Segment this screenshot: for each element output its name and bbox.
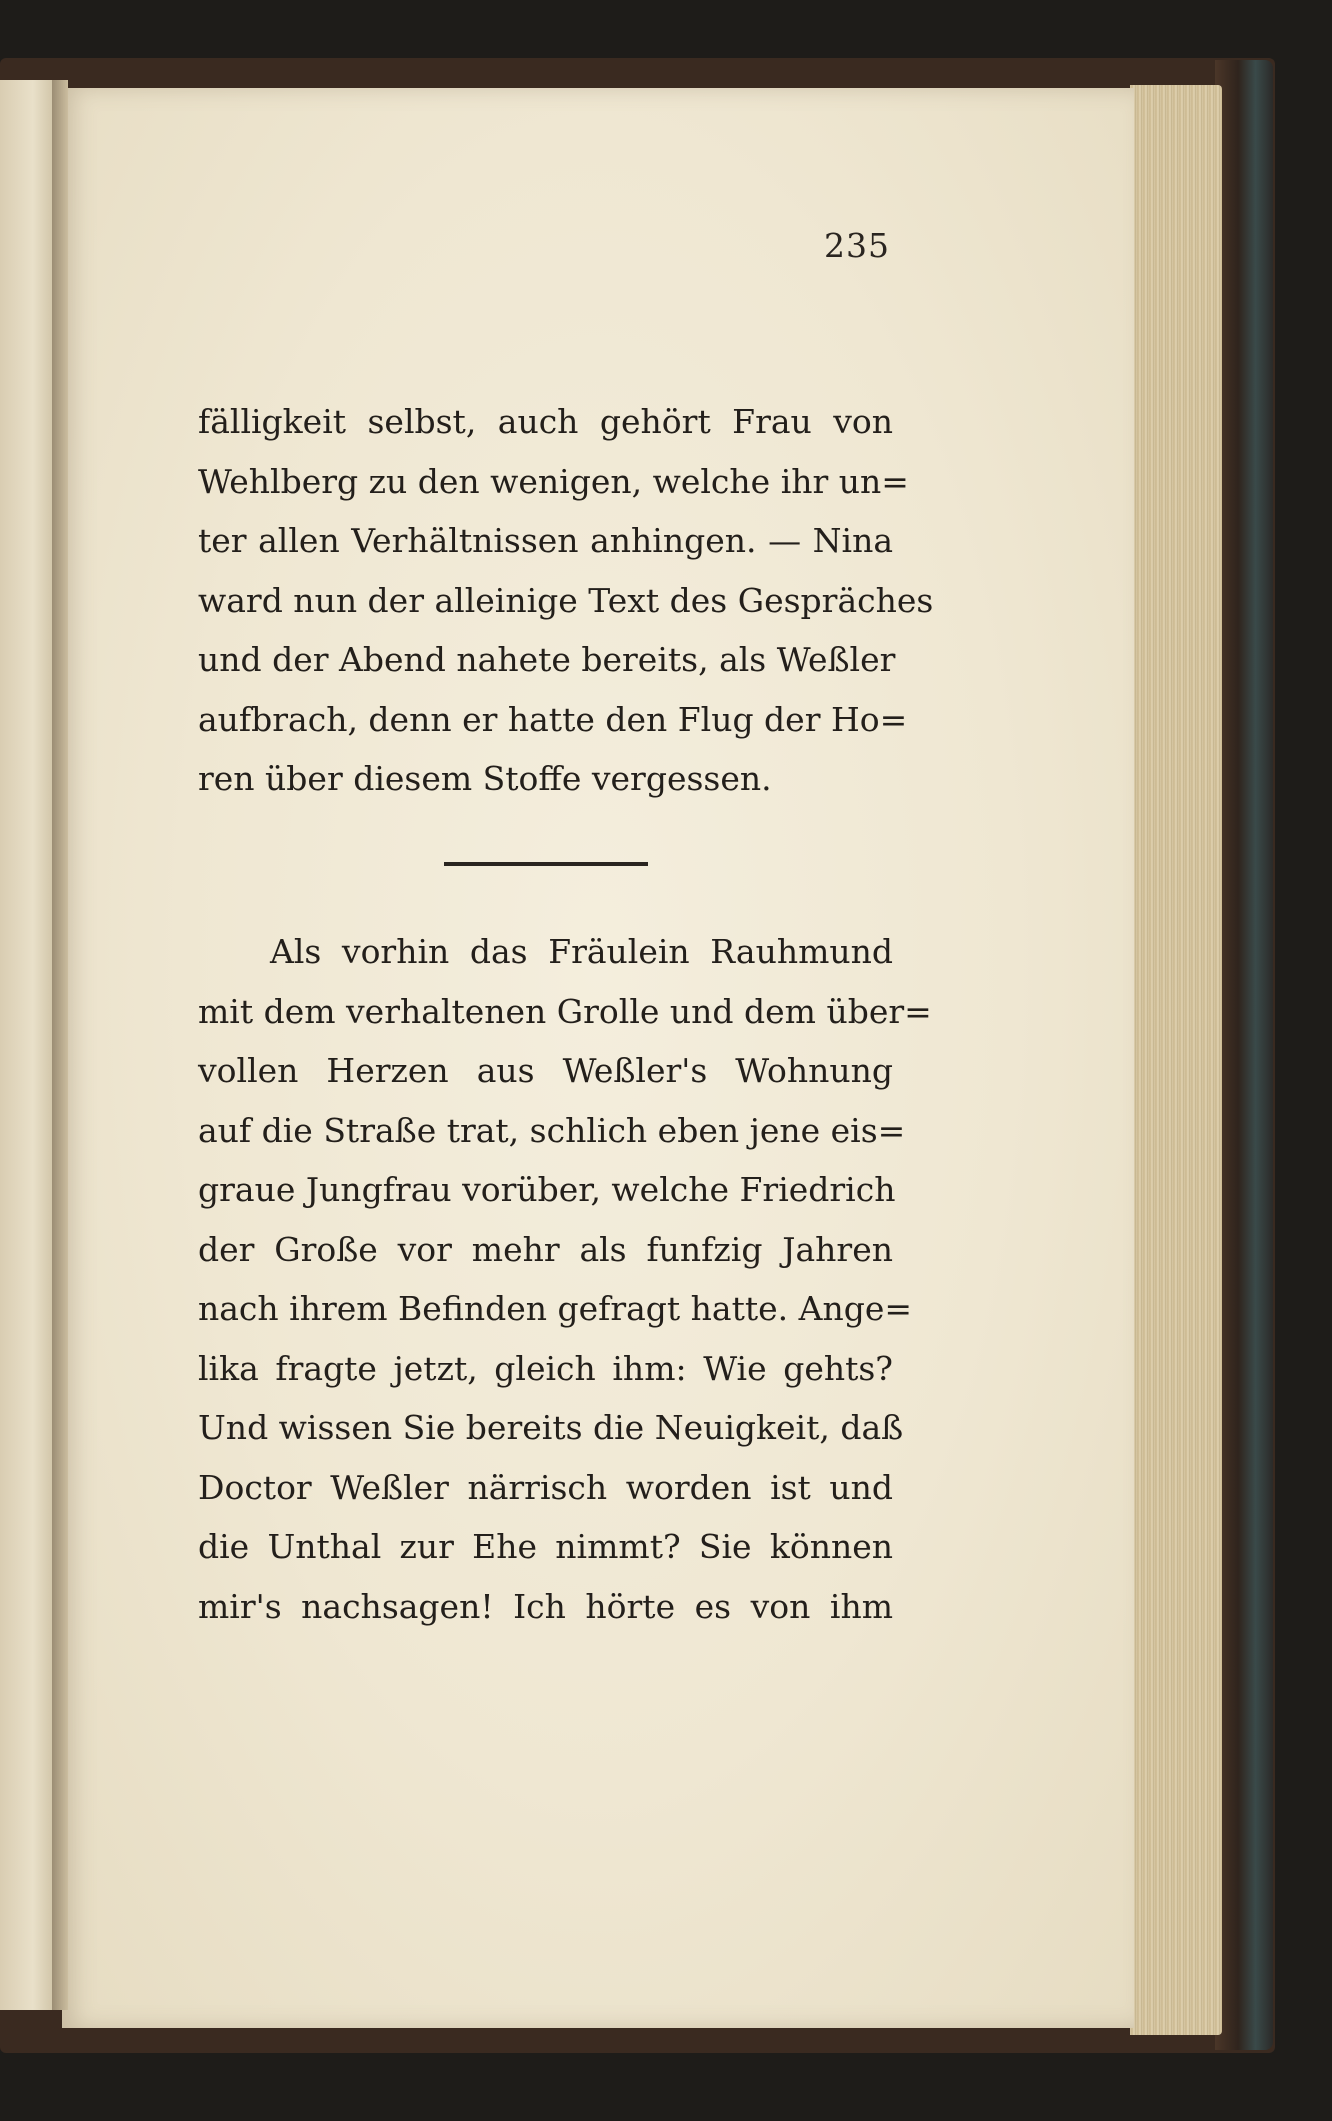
text-line: ward nun der alleinige Text des Gespräches	[198, 580, 934, 620]
section-divider	[444, 862, 648, 866]
page-edges	[1130, 85, 1222, 2035]
page-number: 235	[824, 226, 890, 265]
text-line: vollen Herzen aus Weßler's Wohnung	[198, 1051, 893, 1090]
text-line: und der Abend nahete bereits, als Weßler	[198, 640, 896, 679]
text-line: die Unthal zur Ehe nimmt? Sie können	[198, 1527, 893, 1566]
text-line: Und wissen Sie bereits die Neuigkeit, daß	[198, 1408, 904, 1447]
text-line: mir's nachsagen! Ich hörte es von ihm	[198, 1586, 893, 1626]
page-gutter	[52, 80, 68, 2010]
text-line: graue Jungfrau vorüber, welche Friedrich	[198, 1170, 896, 1209]
book-spine-edge	[1215, 60, 1273, 2050]
text-line: Als vorhin das Fräulein Rauhmund	[270, 932, 893, 971]
text-line: mit dem verhaltenen Grolle und dem über=	[198, 991, 932, 1031]
text-line: auf die Straße trat, schlich eben jene eis=	[198, 1110, 906, 1150]
paragraph-1	[198, 392, 934, 809]
text-line: Wehlberg zu den wenigen, welche ihr un=	[198, 461, 909, 501]
left-page-edge	[0, 80, 55, 2010]
text-line: lika fragte jetzt, gleich ihm: Wie gehts?	[198, 1348, 893, 1388]
text-line: ter allen Verhältnissen anhingen. — Nina	[198, 521, 893, 560]
text-line: Doctor Weßler närrisch worden ist und	[198, 1467, 893, 1507]
text-line: der Große vor mehr als funfzig Jahren	[198, 1229, 893, 1269]
paragraph-2	[198, 922, 932, 1636]
text-line: nach ihrem Befinden gefragt hatte. Ange=	[198, 1289, 913, 1328]
text-line: ren über diesem Stoffe vergessen.	[198, 759, 772, 798]
text-line: fälligkeit selbst, auch gehört Frau von	[198, 402, 893, 441]
text-line: aufbrach, denn er hatte den Flug der Ho=	[198, 699, 908, 739]
